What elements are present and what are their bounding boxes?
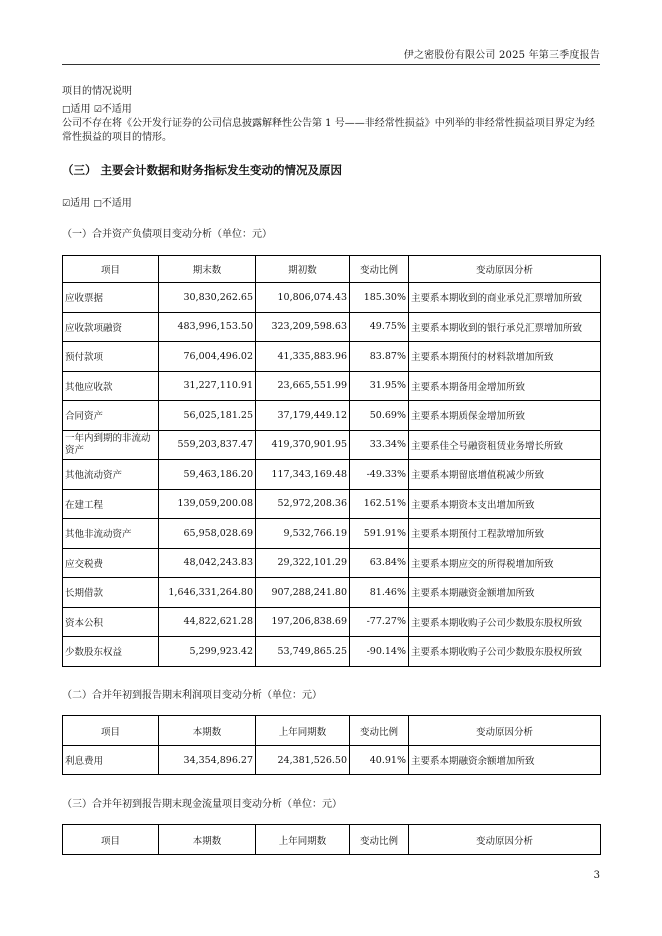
table-cell: -77.27%	[350, 607, 409, 637]
table-cell: 197,206,838.69	[256, 607, 350, 637]
page-header: 伊之密股份有限公司 2025 年第三季度报告	[403, 50, 600, 61]
table-cell: 49.75%	[350, 312, 409, 342]
not-applicable-label: 不适用	[101, 198, 132, 209]
header-divider	[62, 64, 600, 65]
table-cell: 31.95%	[350, 371, 409, 401]
table-cell: 9,532,766.19	[256, 519, 350, 549]
column-header: 项目	[63, 825, 159, 855]
column-header: 上年同期数	[256, 825, 350, 855]
table-cell: 59,463,186.20	[159, 460, 256, 490]
column-header: 上年同期数	[256, 716, 350, 746]
table-cell: 少数股东权益	[63, 637, 159, 667]
table-cell: 323,209,598.63	[256, 312, 350, 342]
page-number: 3	[593, 870, 600, 881]
table-row	[63, 578, 601, 608]
column-header: 变动原因分析	[409, 716, 601, 746]
table-cell: 5,299,923.42	[159, 637, 256, 667]
table-cell: 主要系本期资本支出增加所致	[409, 489, 601, 519]
table-cell: 主要系本期预付的材料款增加所致	[409, 342, 601, 372]
column-header: 期初数	[256, 256, 350, 283]
table-cell: 76,004,496.02	[159, 342, 256, 372]
table-cell: 预付款项	[63, 342, 159, 372]
table-row	[63, 637, 601, 667]
table-cell: 应收款项融资	[63, 312, 159, 342]
table-cell: 48,042,243.83	[159, 548, 256, 578]
table-cell: 33.34%	[350, 430, 409, 460]
table-row	[63, 746, 601, 775]
column-header: 本期数	[159, 825, 256, 855]
table-cell: 162.51%	[350, 489, 409, 519]
table-cell: 应交税费	[63, 548, 159, 578]
table-cell: 其他应收款	[63, 371, 159, 401]
table-cell: 81.46%	[350, 578, 409, 608]
table-cell: 44,822,621.28	[159, 607, 256, 637]
table-cell: 利息费用	[63, 746, 159, 775]
column-header: 期末数	[159, 256, 256, 283]
table-cell: 83.87%	[350, 342, 409, 372]
unchecked-box-icon: □	[62, 105, 71, 115]
table-cell: -90.14%	[350, 637, 409, 667]
table-cell: 37,179,449.12	[256, 401, 350, 431]
table-row	[63, 460, 601, 490]
table-cell: 139,059,200.08	[159, 489, 256, 519]
table-row	[63, 548, 601, 578]
income-statement-table	[62, 715, 601, 775]
table-cell: 一年内到期的非流动资产	[63, 430, 159, 460]
section-heading: （三） 主要会计数据和财务指标发生变动的情况及原因	[62, 163, 343, 177]
table-cell: 应收票据	[63, 283, 159, 313]
table-cell: 10,806,074.43	[256, 283, 350, 313]
applicable-label: 适用	[70, 104, 91, 115]
table-cell: 23,665,551.99	[256, 371, 350, 401]
table-cell: 主要系本期融资余额增加所致	[409, 746, 601, 775]
nonrecurring-title: 项目的情况说明	[62, 86, 132, 97]
table-cell: 主要系本期应交的所得税增加所致	[409, 548, 601, 578]
column-header: 变动比例	[350, 716, 409, 746]
unchecked-box-icon: □	[93, 199, 102, 209]
table-cell: 591.91%	[350, 519, 409, 549]
table-cell: 主要系本期备用金增加所致	[409, 371, 601, 401]
table-cell: 419,370,901.95	[256, 430, 350, 460]
table-row	[63, 371, 601, 401]
column-header: 变动原因分析	[409, 256, 601, 283]
section-applicable-row	[62, 194, 132, 209]
column-header: 变动原因分析	[409, 825, 601, 855]
column-header: 项目	[63, 716, 159, 746]
table-cell: 在建工程	[63, 489, 159, 519]
column-header: 变动比例	[350, 256, 409, 283]
table-row	[63, 342, 601, 372]
column-header: 变动比例	[350, 825, 409, 855]
table-cell: 50.69%	[350, 401, 409, 431]
table-row	[63, 489, 601, 519]
table-cell: 29,322,101.29	[256, 548, 350, 578]
table-cell: 长期借款	[63, 578, 159, 608]
table-cell: 40.91%	[350, 746, 409, 775]
table-row	[63, 283, 601, 313]
nonrecurring-applicable-row	[62, 100, 132, 115]
table-cell: 合同资产	[63, 401, 159, 431]
table-cell: 主要系本期收购子公司少数股东股权所致	[409, 637, 601, 667]
table-cell: 63.84%	[350, 548, 409, 578]
table-cell: -49.33%	[350, 460, 409, 490]
table-row	[63, 401, 601, 431]
table-cell: 主要系本期收到的商业承兑汇票增加所致	[409, 283, 601, 313]
table-cell: 主要系本期收到的银行承兑汇票增加所致	[409, 312, 601, 342]
table-cell: 主要系本期融资金额增加所致	[409, 578, 601, 608]
table-cell: 主要系本期收购子公司少数股东股权所致	[409, 607, 601, 637]
checked-box-icon: ☑	[62, 199, 71, 209]
balance-sheet-table	[62, 255, 601, 667]
table-cell: 53,749,865.25	[256, 637, 350, 667]
checked-box-icon: ☑	[93, 105, 102, 115]
income-statement-caption: （二）合并年初到报告期末利润项目变动分析（单位：元）	[62, 690, 322, 701]
table-cell: 24,381,526.50	[256, 746, 350, 775]
table-cell: 其他非流动资产	[63, 519, 159, 549]
table-row	[63, 607, 601, 637]
table-cell: 52,972,208.36	[256, 489, 350, 519]
table-row	[63, 430, 601, 460]
table-cell: 主要系本期质保金增加所致	[409, 401, 601, 431]
table-cell: 主要系佳仝号融资租赁业务增长所致	[409, 430, 601, 460]
table-cell: 56,025,181.25	[159, 401, 256, 431]
table-cell: 41,335,883.96	[256, 342, 350, 372]
table-cell: 1,646,331,264.80	[159, 578, 256, 608]
not-applicable-label: 不适用	[101, 104, 132, 115]
table-cell: 主要系本期留底增值税减少所致	[409, 460, 601, 490]
table-row	[63, 519, 601, 549]
table-cell: 559,203,837.47	[159, 430, 256, 460]
column-header: 项目	[63, 256, 159, 283]
table-cell: 907,288,241.80	[256, 578, 350, 608]
nonrecurring-text: 公司不存在将《公开发行证券的公司信息披露解释性公告第 1 号——非经常性损益》中列举的非经常性损益项目界定为经常性损益的项目的情形。	[62, 118, 595, 143]
column-header: 本期数	[159, 716, 256, 746]
balance-sheet-caption: （一）合并资产负债项目变动分析（单位：元）	[62, 229, 272, 240]
table-cell: 34,354,896.27	[159, 746, 256, 775]
cash-flow-caption: （三）合并年初到报告期末现金流量项目变动分析（单位：元）	[62, 799, 342, 810]
table-cell: 65,958,028.69	[159, 519, 256, 549]
table-cell: 185.30%	[350, 283, 409, 313]
table-cell: 其他流动资产	[63, 460, 159, 490]
table-cell: 30,830,262.65	[159, 283, 256, 313]
table-cell: 主要系本期预付工程款增加所致	[409, 519, 601, 549]
table-cell: 117,343,169.48	[256, 460, 350, 490]
table-cell: 资本公积	[63, 607, 159, 637]
table-row	[63, 312, 601, 342]
table-cell: 483,996,153.50	[159, 312, 256, 342]
table-cell: 31,227,110.91	[159, 371, 256, 401]
cash-flow-table	[62, 824, 601, 855]
applicable-label: 适用	[70, 198, 91, 209]
